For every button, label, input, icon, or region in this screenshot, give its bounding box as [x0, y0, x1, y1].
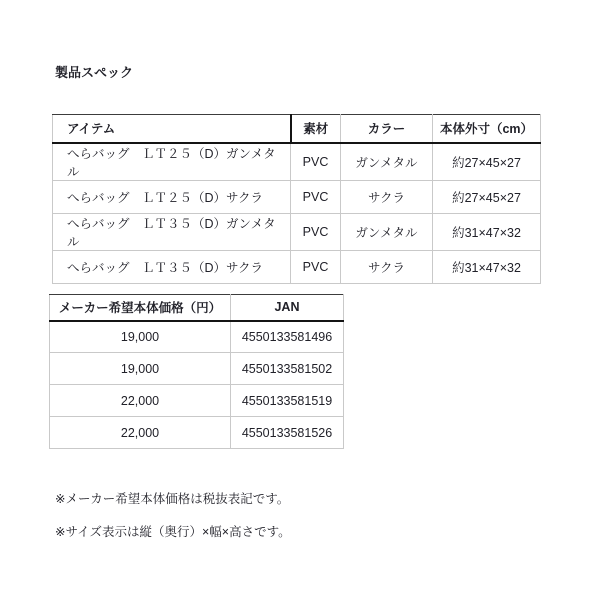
price-table: [49, 294, 344, 449]
price-table-row: [50, 321, 344, 353]
spec-header-color: カラー: [341, 115, 433, 143]
spec-cell-size: 約31×47×32: [433, 213, 541, 250]
spec-cell-item: へらバッグ ＬＴ２５（D）ガンメタル: [53, 143, 291, 181]
spec-header-material: 素材: [291, 115, 341, 143]
spec-table-row: [53, 180, 541, 213]
price-header-jan: JAN: [231, 295, 344, 321]
spec-table-row: [53, 143, 541, 181]
spec-cell-material: PVC: [291, 250, 341, 283]
price-cell-jan: 4550133581526: [231, 417, 344, 449]
price-header-price: メーカー希望本体価格（円）: [50, 295, 231, 321]
spec-cell-color: ガンメタル: [341, 213, 433, 250]
price-cell-price: 22,000: [50, 385, 231, 417]
section-title: 製品スペック: [55, 65, 134, 80]
price-cell-price: 19,000: [50, 353, 231, 385]
spec-table: [52, 114, 541, 284]
spec-cell-size: 約27×45×27: [433, 180, 541, 213]
spec-cell-color: サクラ: [341, 250, 433, 283]
spec-cell-material: PVC: [291, 143, 341, 181]
note-size-notation: ※サイズ表示は縦（奥行）×幅×高さです。: [55, 525, 291, 539]
spec-cell-color: サクラ: [341, 180, 433, 213]
spec-cell-material: PVC: [291, 213, 341, 250]
spec-header-size: 本体外寸（cm）: [433, 115, 541, 143]
spec-cell-item: へらバッグ ＬＴ３５（D）ガンメタル: [53, 213, 291, 250]
spec-cell-color: ガンメタル: [341, 143, 433, 181]
price-cell-jan: 4550133581502: [231, 353, 344, 385]
price-table-row: [50, 385, 344, 417]
price-cell-price: 22,000: [50, 417, 231, 449]
price-cell-jan: 4550133581496: [231, 321, 344, 353]
spec-table-header-row: [53, 115, 541, 143]
price-table-row: [50, 417, 344, 449]
price-cell-jan: 4550133581519: [231, 385, 344, 417]
spec-table-row: [53, 250, 541, 283]
price-table-header-row: [50, 295, 344, 321]
spec-table-row: [53, 213, 541, 250]
spec-cell-item: へらバッグ ＬＴ３５（D）サクラ: [53, 250, 291, 283]
price-cell-price: 19,000: [50, 321, 231, 353]
note-tax-exclusive: ※メーカー希望本体価格は税抜表記です。: [55, 492, 290, 506]
spec-cell-size: 約27×45×27: [433, 143, 541, 181]
spec-cell-size: 約31×47×32: [433, 250, 541, 283]
spec-header-item: アイテム: [53, 115, 291, 143]
price-table-row: [50, 353, 344, 385]
spec-cell-material: PVC: [291, 180, 341, 213]
spec-cell-item: へらバッグ ＬＴ２５（D）サクラ: [53, 180, 291, 213]
